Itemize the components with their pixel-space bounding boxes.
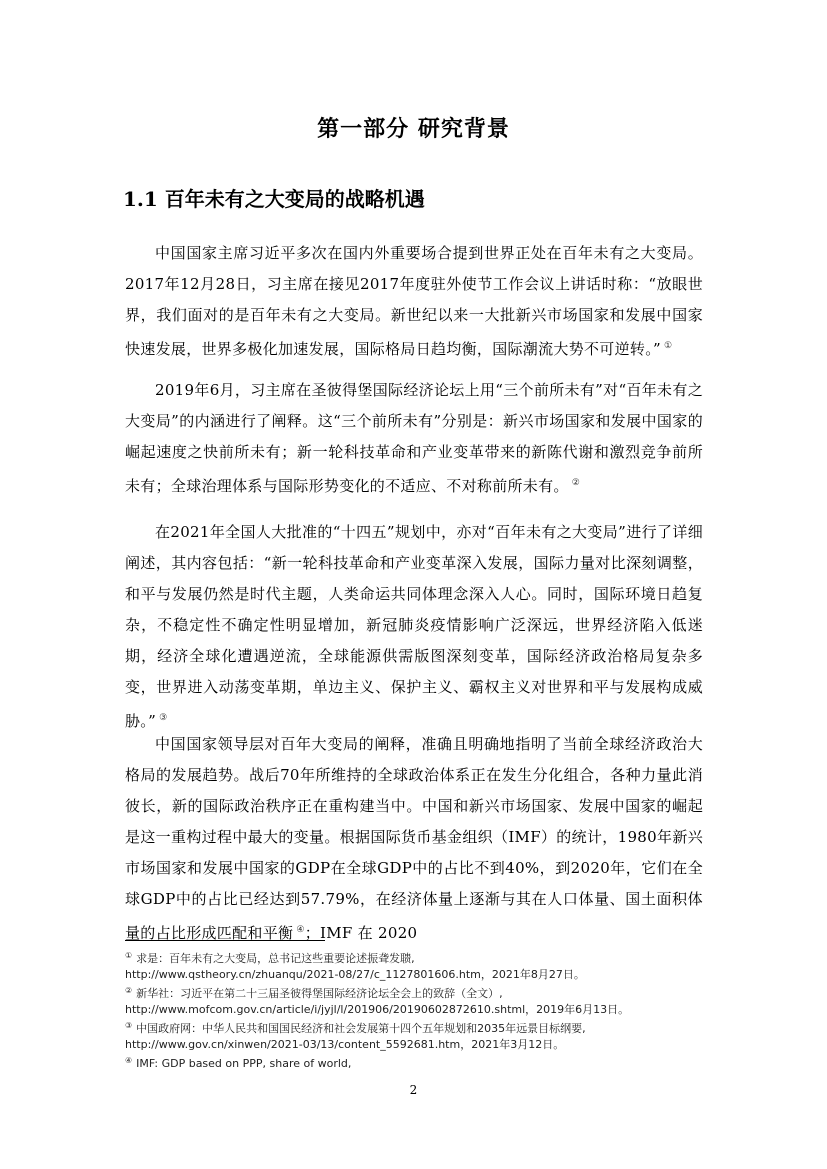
footnote-2 xyxy=(125,983,715,1018)
paragraph-4 xyxy=(125,729,703,949)
footnote-ref[interactable]: ① xyxy=(663,341,673,351)
page-number: 2 xyxy=(409,1083,418,1097)
part-title: 第一部分 研究背景 xyxy=(317,116,510,142)
footnote-divider xyxy=(125,940,325,941)
paragraph-text-continued: ；IMF 在 2020 xyxy=(304,924,418,942)
footnote-mark: ③ xyxy=(125,1021,133,1030)
paragraph-text: 中国国家主席习近平多次在国内外重要场合提到世界正处在百年未有之大变局。2017年12月28日，习主席在接见2017年度驻外使节工作会议上讲话时称：“放眼世界，我们面对的是百年未有之大变局。新世纪以来一大批新兴市场国家和发展中国家快速发展，世界多极化加速发展，国际格局日趋均衡，国际潮流大势不可逆转。” xyxy=(125,244,703,358)
footnote-ref[interactable]: ④ xyxy=(296,925,305,935)
footnote-mark: ④ xyxy=(125,1056,133,1065)
paragraph-2 xyxy=(125,375,703,502)
footnote-url[interactable]: http://www.gov.cn/xinwen/2021-03/13/content_5592681.htm，2021年3月12日。 xyxy=(125,1038,565,1051)
footnote-source: 求是：百年未有之大变局，总书记这些重要论述振聋发聩, xyxy=(136,952,415,965)
footnotes xyxy=(125,948,715,1072)
footnote-1 xyxy=(125,948,715,983)
footnote-ref[interactable]: ③ xyxy=(159,713,168,723)
paragraph-text: 在2021年全国人大批准的“十四五”规划中，亦对“百年未有之大变局”进行了详细阐述，其内容包括：“新一轮科技革命和产业变革深入发展，国际力量对比深刻调整，和平与发展仍然是时代主题，人类命运共同体理念深入人心。同时，国际环境日趋复杂，不稳定性不确定性明显增加，新冠肺炎疫情影响广泛深远，世界经济陷入低迷期，经济全球化遭遇逆流，全球能源供需版图深刻变革，国际经济政治格局复杂多变，世界进入动荡变革期，单边主义、保护主义、霸权主义对世界和平与发展构成威胁。” xyxy=(125,523,703,730)
footnote-mark: ① xyxy=(125,951,133,960)
footnote-4 xyxy=(125,1053,715,1072)
footnote-source: 中国政府网：中华人民共和国国民经济和社会发展第十四个五年规划和2035年远景目标纲要, xyxy=(136,1022,586,1035)
footnote-ref[interactable]: ② xyxy=(571,478,581,488)
footnote-mark: ② xyxy=(125,986,133,995)
section-title: 1.1 百年未有之大变局的战略机遇 xyxy=(123,187,425,211)
paragraph-3 xyxy=(125,517,703,737)
footnote-source: IMF: GDP based on PPP, share of world, xyxy=(136,1057,352,1070)
paragraph-text: 中国国家领导层对百年大变局的阐释，准确且明确地指明了当前全球经济政治大格局的发展趋势。战后70年所维持的全球政治体系正在发生分化组合，各种力量此消彼长，新的国际政治秩序正在重构建当中。中国和新兴市场国家、发展中国家的崛起是这一重构过程中最大的变量。根据国际货币基金组织（IMF）的统计，1980年新兴市场国家和发展中国家的GDP在全球GDP中的占比不到40%，到2020年，它们在全球GDP中的占比已经达到57.79%，在经济体量上逐渐与其在人口体量、国土面积体量的占比形成匹配和平衡 xyxy=(125,735,703,942)
footnote-source: 新华社：习近平在第二十三届圣彼得堡国际经济论坛全会上的致辞（全文）, xyxy=(136,987,503,1000)
paragraph-text: 2019年6月，习主席在圣彼得堡国际经济论坛上用“三个前所未有”对“百年未有之大变局”的内涵进行了阐释。这“三个前所未有”分别是：新兴市场国家和发展中国家的崛起速度之快前所未有；新一轮科技革命和产业变革带来的新陈代谢和激烈竞争前所未有；全球治理体系与国际形势变化的不适应、不对称前所未有。 xyxy=(125,381,703,495)
footnote-3 xyxy=(125,1018,715,1053)
footnote-url[interactable]: http://www.mofcom.gov.cn/article/i/jyjl/l/201906/20190602872610.shtml，2019年6月13日。 xyxy=(125,1003,630,1016)
paragraph-1 xyxy=(125,238,703,365)
footnote-url[interactable]: http://www.qstheory.cn/zhuanqu/2021-08/27/c_1127801606.htm，2021年8月27日。 xyxy=(125,968,585,981)
